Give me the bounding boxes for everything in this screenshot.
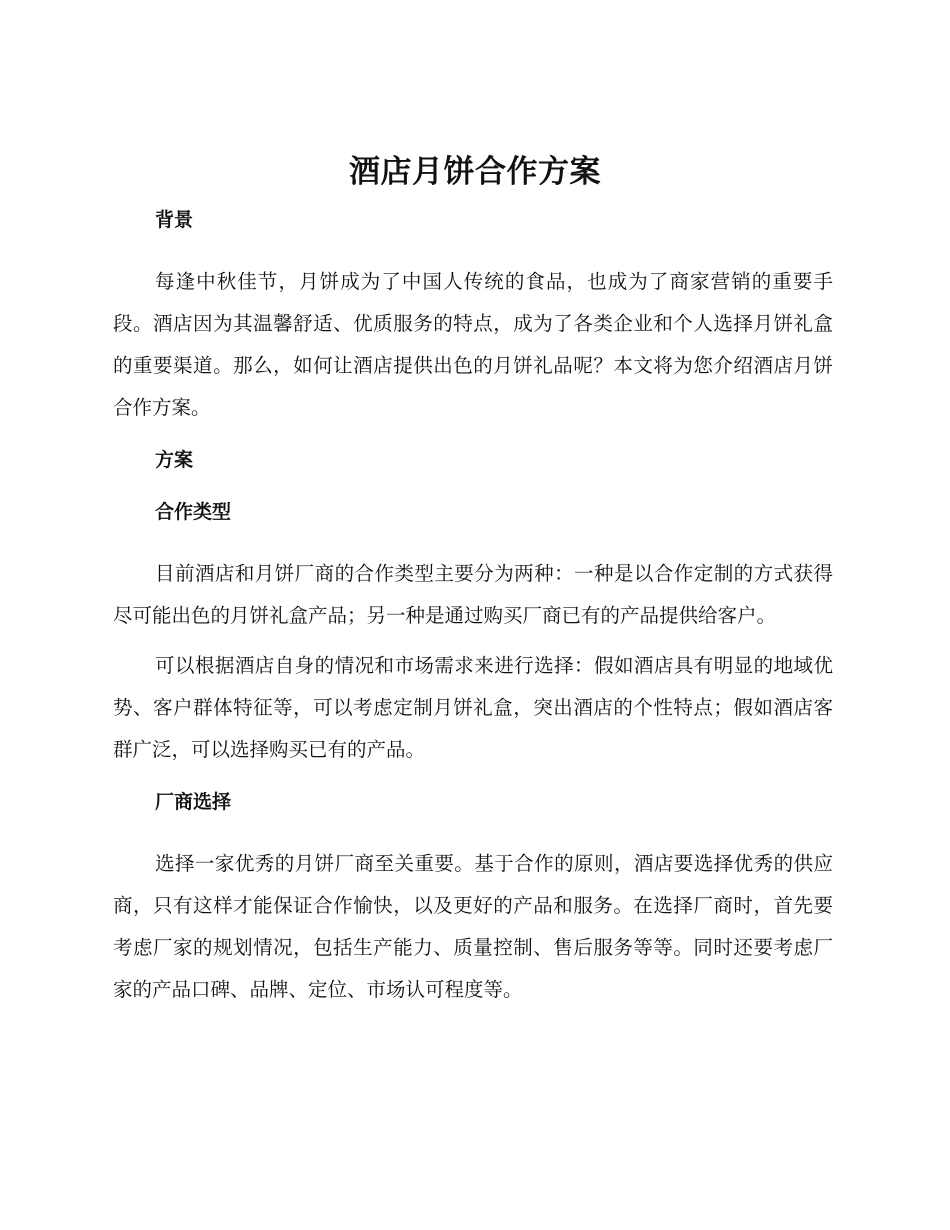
document-title: 酒店月饼合作方案	[349, 154, 601, 190]
spacer	[113, 817, 833, 843]
paragraph-coop-type-2: 可以根据酒店自身的情况和市场需求来进行选择：假如酒店具有明显的地域优势、客户群体特征等，可以考虑定制月饼礼盒，突出酒店的个性特点；假如酒店客群广泛，可以选择购买已有的产品。	[113, 654, 833, 761]
document-body	[113, 205, 833, 1011]
spacer	[113, 527, 833, 553]
spacer	[113, 475, 833, 497]
section-heading-background: 背景	[155, 209, 194, 231]
paragraph-background: 每逢中秋佳节，月饼成为了中国人传统的食品，也成为了商家营销的重要手段。酒店因为其温馨舒适、优质服务的特点，成为了各类企业和个人选择月饼礼盒的重要渠道。那么，如何让酒店提供出色的月饼礼品呢？本文将为您介绍酒店月饼合作方案。	[113, 270, 833, 419]
section-heading-coop-type: 合作类型	[155, 501, 232, 523]
spacer	[113, 429, 833, 445]
paragraph-coop-type-1: 目前酒店和月饼厂商的合作类型主要分为两种：一种是以合作定制的方式获得尽可能出色的月饼礼盒产品；另一种是通过购买厂商已有的产品提供给客户。	[113, 562, 833, 627]
section-heading-plan: 方案	[155, 449, 194, 471]
paragraph-vendor: 选择一家优秀的月饼厂商至关重要。基于合作的原则，酒店要选择优秀的供应商，只有这样才能保证合作愉快，以及更好的产品和服务。在选择厂商时，首先要考虑厂家的规划情况，包括生产能力、质量控制、售后服务等等。同时还要考虑厂家的产品口碑、品牌、定位、市场认可程度等。	[113, 852, 833, 1001]
spacer	[113, 771, 833, 787]
spacer	[113, 235, 833, 261]
section-heading-vendor: 厂商选择	[155, 791, 232, 813]
spacer	[113, 637, 833, 645]
